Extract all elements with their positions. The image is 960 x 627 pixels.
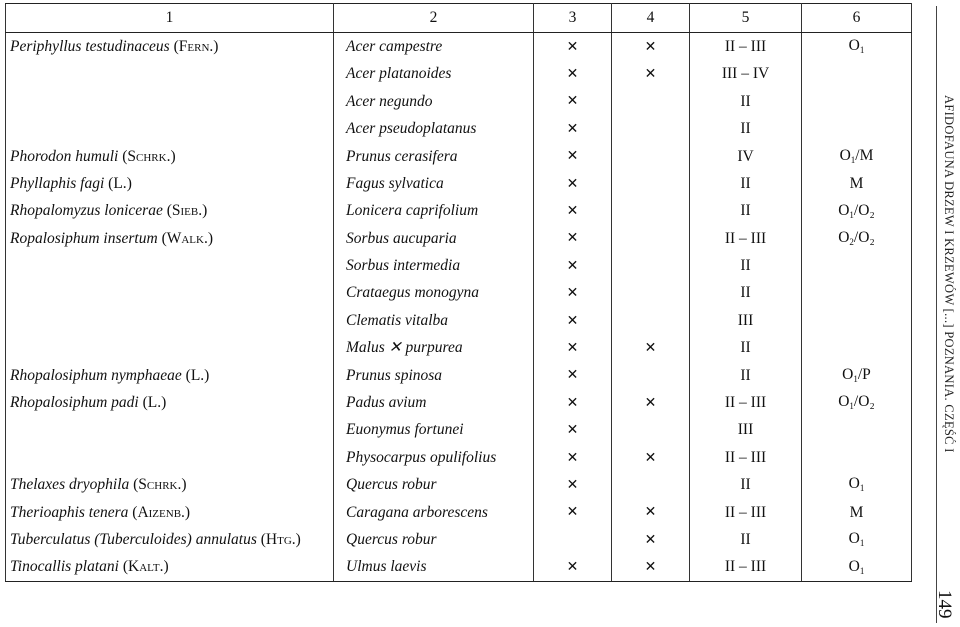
month-range-cell: II xyxy=(690,471,802,498)
aphid-host-table xyxy=(5,3,912,582)
type-cell xyxy=(802,225,912,252)
column-4-mark xyxy=(612,33,690,61)
author-name: Htg. xyxy=(265,530,296,548)
type-cell xyxy=(802,334,912,361)
type-code: O xyxy=(838,393,850,411)
column-3-mark xyxy=(534,197,612,224)
species-cell xyxy=(6,197,334,224)
author-name: Aizenb. xyxy=(137,503,185,521)
month-range-cell: II – III xyxy=(690,444,802,471)
host-plant-cell: Acer negundo xyxy=(334,88,534,115)
table-row xyxy=(6,334,912,361)
species-author: (Schrk.) xyxy=(118,147,176,165)
month-range-cell: II xyxy=(690,197,802,224)
month-range-cell: II – III xyxy=(690,499,802,526)
species-name: Rhopalosiphum nymphaeae xyxy=(10,366,182,384)
species-name: Tinocallis platani xyxy=(10,558,119,576)
type-cell xyxy=(802,252,912,279)
column-header: 6 xyxy=(802,4,912,33)
column-4-mark xyxy=(612,416,690,443)
type-subscript: 1 xyxy=(859,565,865,576)
table-row xyxy=(6,225,912,252)
type-cell xyxy=(802,389,912,416)
type-cell xyxy=(802,170,912,197)
host-plant-cell: Acer platanoides xyxy=(334,60,534,87)
type-suffix: /O₂ xyxy=(853,228,875,246)
host-plant-cell: Clematis vitalba xyxy=(334,307,534,334)
table-row xyxy=(6,499,912,526)
species-cell xyxy=(6,170,334,197)
column-3-mark xyxy=(534,471,612,498)
type-cell xyxy=(802,280,912,307)
type-code: O xyxy=(848,530,860,548)
host-plant-cell: Quercus robur xyxy=(334,471,534,498)
type-code: M xyxy=(849,174,864,192)
type-suffix: /O₂ xyxy=(853,393,875,411)
table-row xyxy=(6,444,912,471)
type-code: O xyxy=(839,146,851,164)
author-name: Schrk. xyxy=(138,476,182,494)
column-3-mark xyxy=(534,170,612,197)
month-range-cell: III xyxy=(690,416,802,443)
type-cell xyxy=(802,60,912,87)
column-3-mark xyxy=(534,389,612,416)
column-3-mark xyxy=(534,416,612,443)
cross-mark-icon: ✕ xyxy=(566,477,579,493)
author-name: Walk. xyxy=(166,229,208,247)
column-4-mark xyxy=(612,307,690,334)
running-title: AFIDOFAUNA DRZEW I KRZEWÓW [...] POZNANIA. CZĘŚĆ I xyxy=(942,95,956,453)
type-code: O xyxy=(848,557,860,575)
author-name: L. xyxy=(113,174,127,192)
month-range-cell: IV xyxy=(690,143,802,170)
species-author: (L.) xyxy=(138,394,167,412)
column-3-mark xyxy=(534,60,612,87)
table-row xyxy=(6,471,912,498)
column-3-mark xyxy=(534,444,612,471)
type-cell xyxy=(802,499,912,526)
species-author: (Fern.) xyxy=(169,37,219,55)
column-3-mark xyxy=(534,33,612,61)
species-cell xyxy=(6,225,334,252)
host-plant-cell: Euonymus fortunei xyxy=(334,416,534,443)
species-cell xyxy=(6,115,334,142)
type-cell xyxy=(802,143,912,170)
host-plant-cell: Malus ✕ purpurea xyxy=(334,334,534,361)
cross-mark-icon: ✕ xyxy=(566,121,579,137)
species-name: Phyllaphis fagi xyxy=(10,174,105,192)
author-name: L. xyxy=(190,366,205,384)
column-4-mark xyxy=(612,280,690,307)
species-cell xyxy=(6,252,334,279)
species-cell xyxy=(6,33,334,61)
cross-mark-icon: ✕ xyxy=(566,286,579,302)
species-name: Rhopalosiphum padi xyxy=(10,394,139,412)
column-header: 5 xyxy=(690,4,802,33)
column-3-mark xyxy=(534,143,612,170)
column-3-mark xyxy=(534,334,612,361)
species-cell xyxy=(6,307,334,334)
cross-mark-icon: ✕ xyxy=(644,560,657,576)
type-cell xyxy=(802,33,912,61)
type-suffix: /P xyxy=(857,365,871,383)
column-header: 3 xyxy=(534,4,612,33)
species-author: (Sieb.) xyxy=(162,202,208,220)
species-cell xyxy=(6,362,334,389)
month-range-cell: II xyxy=(690,170,802,197)
cross-mark-icon: ✕ xyxy=(566,94,579,110)
species-cell xyxy=(6,143,334,170)
column-3-mark xyxy=(534,280,612,307)
host-plant-cell: Fagus sylvatica xyxy=(334,170,534,197)
type-cell xyxy=(802,444,912,471)
species-name: Tuberculatus (Tuberculoides) annulatus xyxy=(10,530,257,548)
column-4-mark xyxy=(612,389,690,416)
cross-mark-icon: ✕ xyxy=(644,395,657,411)
month-range-cell: II xyxy=(690,88,802,115)
column-4-mark xyxy=(612,444,690,471)
month-range-cell: II – III xyxy=(690,225,802,252)
page-number: 149 xyxy=(934,590,955,619)
table-row xyxy=(6,389,912,416)
column-header: 4 xyxy=(612,4,690,33)
host-plant-cell: Sorbus intermedia xyxy=(334,252,534,279)
author-name: Schrk. xyxy=(127,147,171,165)
species-author: (Htg.) xyxy=(256,530,301,548)
column-3-mark xyxy=(534,225,612,252)
author-name: Kalt. xyxy=(128,558,164,576)
species-author: (L.) xyxy=(104,174,132,192)
month-range-cell: II xyxy=(690,526,802,553)
host-plant-cell: Ulmus laevis xyxy=(334,553,534,581)
type-cell xyxy=(802,307,912,334)
type-subscript: 1 xyxy=(850,154,856,165)
species-author: (Walk.) xyxy=(157,229,214,247)
host-plant-cell: Crataegus monogyna xyxy=(334,280,534,307)
type-code: O xyxy=(842,365,854,383)
type-cell xyxy=(802,471,912,498)
species-name: Ropalosiphum insertum xyxy=(10,229,158,247)
column-3-mark xyxy=(534,252,612,279)
cross-mark-icon: ✕ xyxy=(566,423,579,439)
cross-mark-icon: ✕ xyxy=(566,505,579,521)
type-subscript: 1 xyxy=(853,373,858,384)
table-row xyxy=(6,280,912,307)
host-plant-cell: Padus avium xyxy=(334,389,534,416)
column-header: 2 xyxy=(334,4,534,33)
month-range-cell: III – IV xyxy=(690,60,802,87)
table-row xyxy=(6,252,912,279)
table-row xyxy=(6,197,912,224)
species-name: Rhopalomyzus lonicerae xyxy=(10,202,163,220)
column-3-mark xyxy=(534,115,612,142)
column-4-mark xyxy=(612,362,690,389)
month-range-cell: II – III xyxy=(690,389,802,416)
month-range-cell: II xyxy=(690,334,802,361)
type-cell xyxy=(802,88,912,115)
type-suffix: /O₂ xyxy=(853,201,875,219)
type-subscript: 1 xyxy=(859,45,865,56)
type-code: O xyxy=(838,201,850,219)
species-author: (Kalt.) xyxy=(118,558,169,576)
species-name: Therioaphis tenera xyxy=(10,503,129,521)
table-row xyxy=(6,553,912,581)
column-4-mark xyxy=(612,115,690,142)
host-plant-cell: Sorbus aucuparia xyxy=(334,225,534,252)
host-plant-cell: Caragana arborescens xyxy=(334,499,534,526)
species-cell xyxy=(6,444,334,471)
column-4-mark xyxy=(612,334,690,361)
author-name: Sieb. xyxy=(171,202,203,220)
type-suffix: /M xyxy=(855,146,874,164)
column-4-mark xyxy=(612,170,690,197)
table-row xyxy=(6,416,912,443)
species-author: (Schrk.) xyxy=(129,476,187,494)
cross-mark-icon: ✕ xyxy=(566,149,579,165)
column-4-mark xyxy=(612,225,690,252)
cross-mark-icon: ✕ xyxy=(566,39,579,55)
species-cell xyxy=(6,60,334,87)
host-plant-cell: Quercus robur xyxy=(334,526,534,553)
type-code: O xyxy=(848,37,860,55)
column-4-mark xyxy=(612,471,690,498)
species-cell xyxy=(6,416,334,443)
species-name: Phorodon humuli xyxy=(10,147,119,165)
cross-mark-icon: ✕ xyxy=(566,313,579,329)
column-3-mark xyxy=(534,88,612,115)
species-author: (L.) xyxy=(181,366,210,384)
table-row xyxy=(6,143,912,170)
column-header: 1 xyxy=(6,4,334,33)
type-subscript: 1 xyxy=(859,483,865,494)
cross-mark-icon: ✕ xyxy=(644,340,657,356)
type-cell xyxy=(802,526,912,553)
species-cell xyxy=(6,88,334,115)
type-code: M xyxy=(849,503,864,521)
host-plant-cell: Physocarpus opulifolius xyxy=(334,444,534,471)
cross-mark-icon: ✕ xyxy=(566,450,579,466)
table-row xyxy=(6,115,912,142)
species-name: Thelaxes dryophila xyxy=(10,476,130,494)
table-row xyxy=(6,33,912,61)
cross-mark-icon: ✕ xyxy=(566,395,579,411)
cross-mark-icon: ✕ xyxy=(644,505,657,521)
table-body xyxy=(6,4,912,582)
cross-mark-icon: ✕ xyxy=(566,560,579,576)
type-cell xyxy=(802,362,912,389)
author-name: L. xyxy=(147,394,162,412)
host-plant-cell: Acer pseudoplatanus xyxy=(334,115,534,142)
month-range-cell: II – III xyxy=(690,553,802,581)
species-cell xyxy=(6,280,334,307)
host-plant-cell: Prunus spinosa xyxy=(334,362,534,389)
cross-mark-icon: ✕ xyxy=(644,67,657,83)
column-4-mark xyxy=(612,526,690,553)
month-range-cell: II xyxy=(690,362,802,389)
species-cell xyxy=(6,389,334,416)
type-cell xyxy=(802,197,912,224)
cross-mark-icon: ✕ xyxy=(644,450,657,466)
cross-mark-icon: ✕ xyxy=(566,231,579,247)
cross-mark-icon: ✕ xyxy=(566,176,579,192)
table-row xyxy=(6,362,912,389)
column-3-mark xyxy=(534,307,612,334)
month-range-cell: II xyxy=(690,252,802,279)
cross-mark-icon: ✕ xyxy=(566,340,579,356)
species-cell xyxy=(6,334,334,361)
species-cell xyxy=(6,526,334,553)
table-row xyxy=(6,307,912,334)
species-cell xyxy=(6,499,334,526)
table-row xyxy=(6,170,912,197)
month-range-cell: II xyxy=(690,280,802,307)
type-code: O xyxy=(838,228,850,246)
type-cell xyxy=(802,115,912,142)
cross-mark-icon: ✕ xyxy=(566,368,579,384)
column-3-mark xyxy=(534,499,612,526)
table-row xyxy=(6,526,912,553)
table-header-row xyxy=(6,4,912,33)
table-row xyxy=(6,88,912,115)
column-4-mark xyxy=(612,143,690,170)
type-subscript: 1 xyxy=(849,401,854,412)
species-cell xyxy=(6,471,334,498)
table-row xyxy=(6,60,912,87)
species-author: (Aizenb.) xyxy=(128,503,191,521)
column-4-mark xyxy=(612,60,690,87)
month-range-cell: II xyxy=(690,115,802,142)
type-subscript: 1 xyxy=(849,209,854,220)
type-subscript: 1 xyxy=(859,538,865,549)
cross-mark-icon: ✕ xyxy=(566,258,579,274)
cross-mark-icon: ✕ xyxy=(566,204,579,220)
column-4-mark xyxy=(612,252,690,279)
cross-mark-icon: ✕ xyxy=(644,532,657,548)
column-4-mark xyxy=(612,197,690,224)
type-cell xyxy=(802,416,912,443)
cross-mark-icon: ✕ xyxy=(644,39,657,55)
species-cell xyxy=(6,553,334,581)
type-cell xyxy=(802,553,912,581)
month-range-cell: III xyxy=(690,307,802,334)
month-range-cell: II – III xyxy=(690,33,802,61)
author-name: Fern. xyxy=(178,37,214,55)
column-3-mark xyxy=(534,553,612,581)
species-name: Periphyllus testudinaceus xyxy=(10,37,170,55)
type-subscript: 2 xyxy=(849,236,854,247)
host-plant-cell: Prunus cerasifera xyxy=(334,143,534,170)
column-4-mark xyxy=(612,88,690,115)
column-3-mark xyxy=(534,362,612,389)
column-4-mark xyxy=(612,499,690,526)
type-code: O xyxy=(848,475,860,493)
host-plant-cell: Lonicera caprifolium xyxy=(334,197,534,224)
column-4-mark xyxy=(612,553,690,581)
host-plant-cell: Acer campestre xyxy=(334,33,534,61)
cross-mark-icon: ✕ xyxy=(566,67,579,83)
column-3-mark xyxy=(534,526,612,553)
